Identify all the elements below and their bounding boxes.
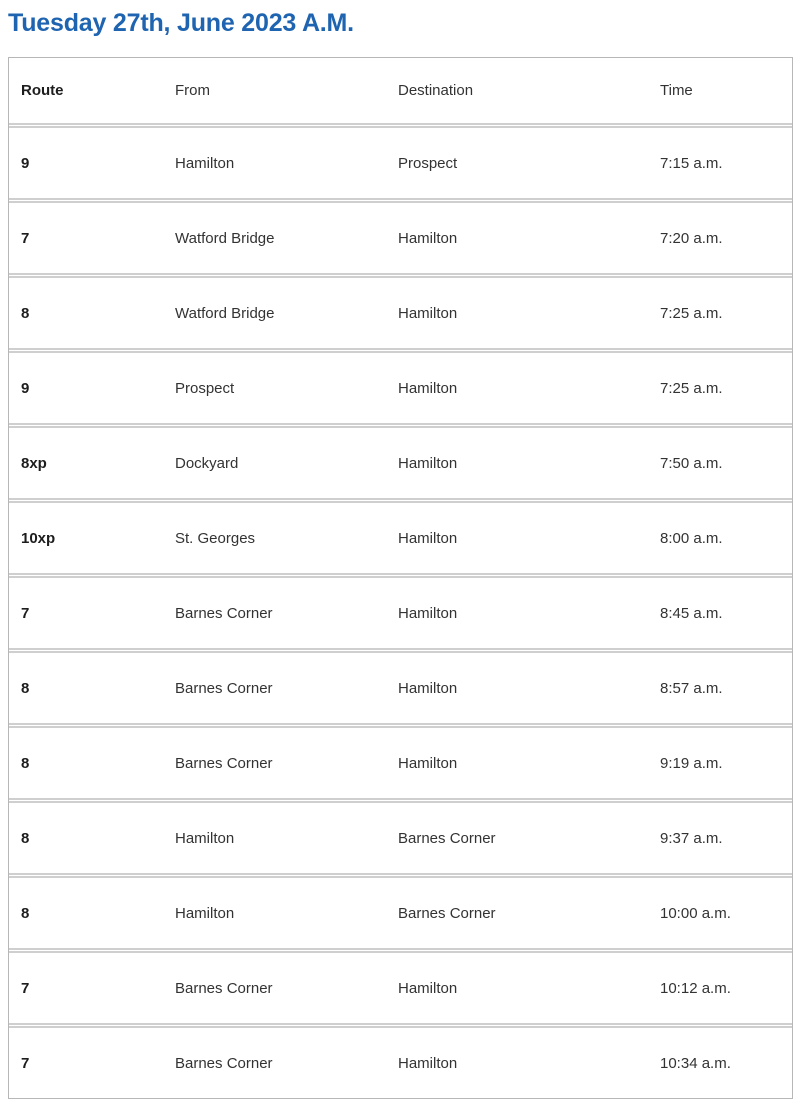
table-cell-destination: Prospect [398, 154, 458, 172]
table-cell-route: 9 [21, 154, 30, 172]
table-row [9, 123, 792, 198]
table-cell-destination: Hamilton [398, 979, 458, 997]
table-cell-destination: Barnes Corner [398, 904, 496, 922]
table-cell-from: Barnes Corner [175, 604, 273, 622]
table-row [9, 198, 792, 273]
table-cell-route: 8 [21, 904, 30, 922]
table-cell-from: Watford Bridge [175, 229, 275, 247]
table-cell-from: Hamilton [175, 154, 235, 172]
table-row [9, 348, 792, 423]
column-header-route: Route [21, 82, 64, 99]
table-cell-time: 7:25 a.m. [660, 379, 723, 397]
table-row [9, 273, 792, 348]
table-row [9, 948, 792, 1023]
table-cell-route: 8 [21, 679, 30, 697]
table-cell-route: 8 [21, 829, 30, 847]
table-cell-from: Hamilton [175, 829, 235, 847]
table-cell-time: 10:34 a.m. [660, 1054, 731, 1072]
column-header-time: Time [660, 82, 693, 99]
table-cell-destination: Hamilton [398, 1054, 458, 1072]
table-cell-from: Prospect [175, 379, 235, 397]
table-cell-route: 8xp [21, 454, 47, 472]
table-cell-time: 10:00 a.m. [660, 904, 731, 922]
table-cell-destination: Hamilton [398, 229, 458, 247]
table-cell-time: 7:15 a.m. [660, 154, 723, 172]
table-cell-route: 9 [21, 379, 30, 397]
table-cell-destination: Hamilton [398, 754, 458, 772]
table-header-row [9, 58, 792, 123]
table-row [9, 723, 792, 798]
table-cell-time: 8:00 a.m. [660, 529, 723, 547]
table-cell-time: 7:20 a.m. [660, 229, 723, 247]
table-cell-from: Barnes Corner [175, 679, 273, 697]
column-header-from: From [175, 82, 210, 99]
table-cell-destination: Hamilton [398, 304, 458, 322]
table-cell-route: 8 [21, 754, 30, 772]
table-cell-from: Watford Bridge [175, 304, 275, 322]
table-cell-destination: Hamilton [398, 604, 458, 622]
page-title: Tuesday 27th, June 2023 A.M. [8, 9, 354, 37]
table-cell-route: 7 [21, 1054, 30, 1072]
table-cell-destination: Hamilton [398, 529, 458, 547]
table-row [9, 573, 792, 648]
table-body [9, 123, 792, 1098]
table-row [9, 1023, 792, 1098]
table-cell-from: Barnes Corner [175, 979, 273, 997]
table-cell-destination: Barnes Corner [398, 829, 496, 847]
table-row [9, 648, 792, 723]
table-cell-destination: Hamilton [398, 379, 458, 397]
table-cell-time: 9:37 a.m. [660, 829, 723, 847]
table-cell-from: Barnes Corner [175, 754, 273, 772]
table-row [9, 873, 792, 948]
table-row [9, 498, 792, 573]
table-cell-route: 7 [21, 979, 30, 997]
table-cell-route: 7 [21, 229, 30, 247]
table-cell-time: 8:57 a.m. [660, 679, 723, 697]
table-cell-destination: Hamilton [398, 454, 458, 472]
column-header-destination: Destination [398, 82, 474, 99]
table-cell-time: 8:45 a.m. [660, 604, 723, 622]
table-cell-from: Hamilton [175, 904, 235, 922]
schedule-table [8, 57, 793, 1099]
table-cell-route: 7 [21, 604, 30, 622]
table-cell-from: Barnes Corner [175, 1054, 273, 1072]
table-cell-time: 10:12 a.m. [660, 979, 731, 997]
table-cell-time: 7:50 a.m. [660, 454, 723, 472]
table-cell-time: 7:25 a.m. [660, 304, 723, 322]
table-cell-destination: Hamilton [398, 679, 458, 697]
table-row [9, 423, 792, 498]
table-cell-time: 9:19 a.m. [660, 754, 723, 772]
table-cell-route: 8 [21, 304, 30, 322]
table-cell-from: St. Georges [175, 529, 256, 547]
table-row [9, 798, 792, 873]
table-cell-route: 10xp [21, 529, 56, 547]
table-cell-from: Dockyard [175, 454, 239, 472]
